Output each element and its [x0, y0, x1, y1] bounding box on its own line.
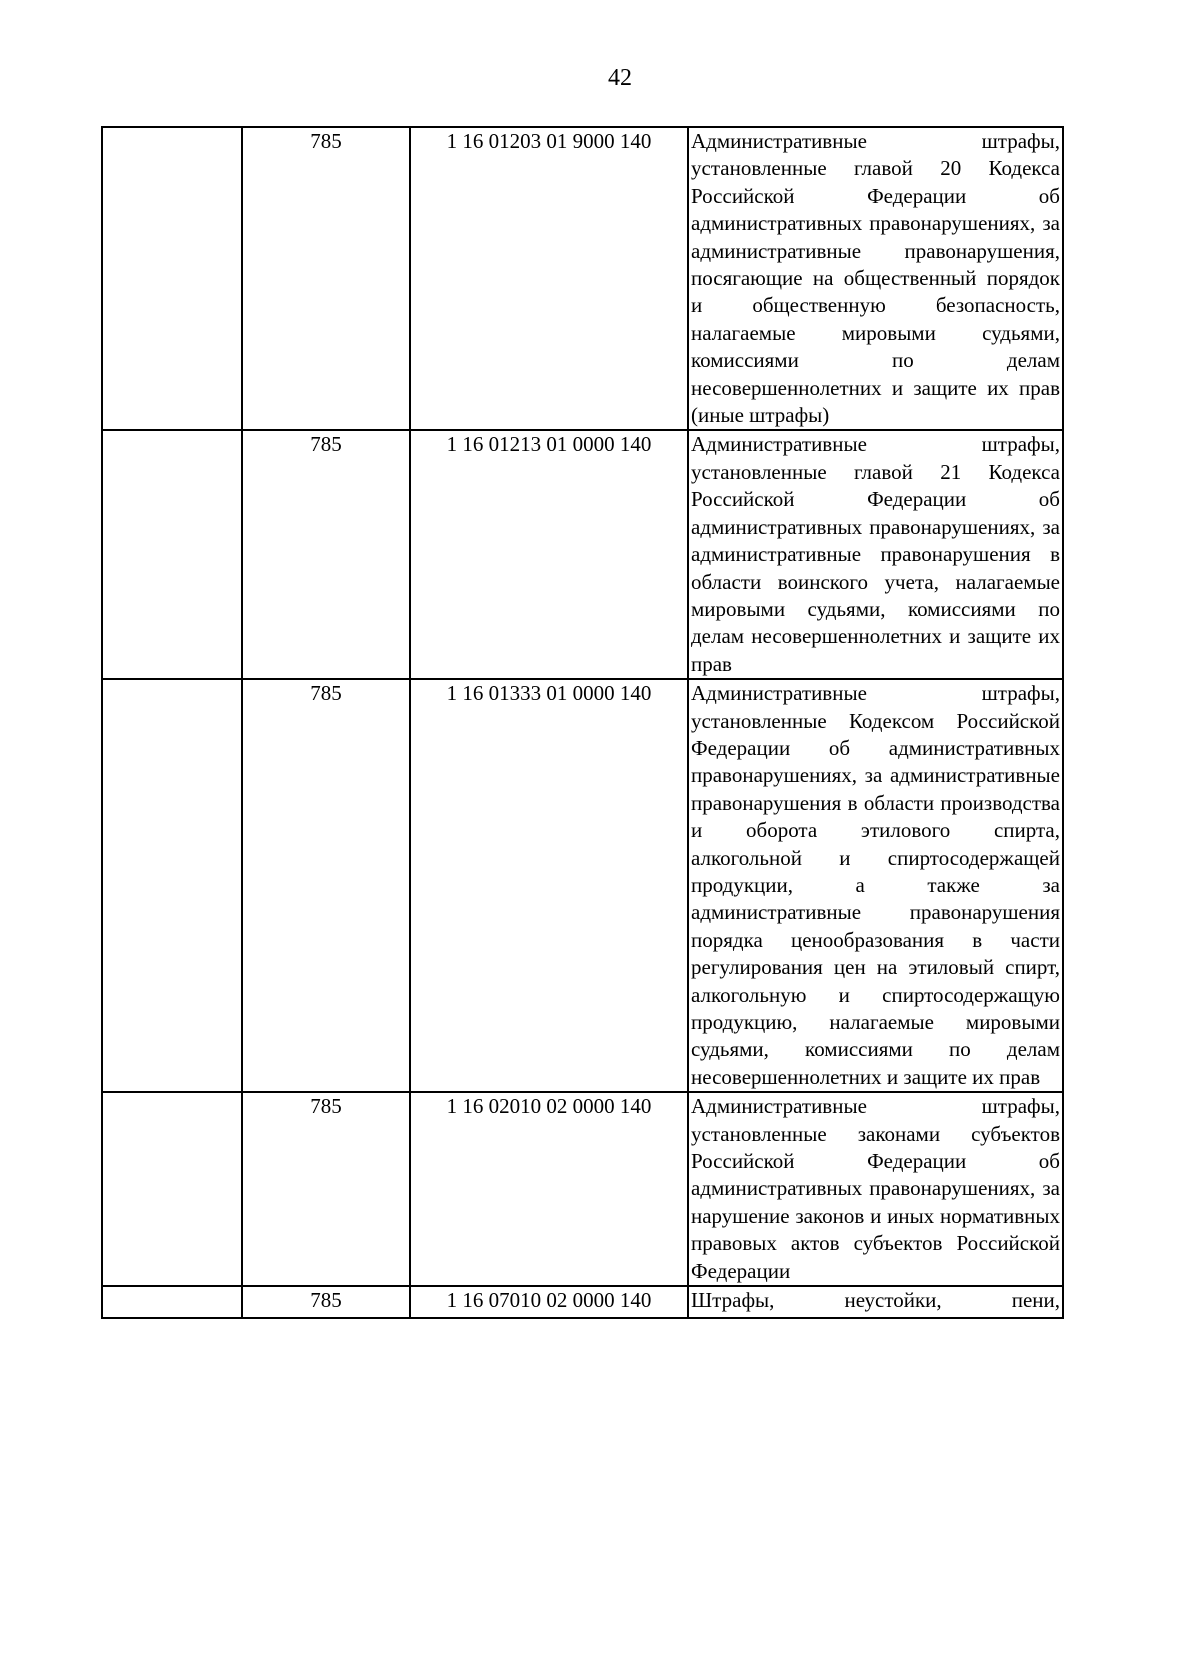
kbk-code-cell: 1 16 07010 02 0000 140: [410, 1286, 688, 1318]
kbk-code-cell: 1 16 01213 01 0000 140: [410, 430, 688, 679]
description-cell: [688, 127, 1063, 430]
empty-cell: [102, 679, 242, 1092]
description-cell: [688, 430, 1063, 679]
table-row: [102, 1092, 1063, 1286]
budget-codes-table: [101, 126, 1064, 1319]
description-cell: [688, 1286, 1063, 1318]
admin-code-cell: 785: [242, 1286, 410, 1318]
table-row: [102, 1286, 1063, 1318]
table-row: [102, 679, 1063, 1092]
empty-cell: [102, 430, 242, 679]
admin-code-cell: 785: [242, 127, 410, 430]
table-row: [102, 430, 1063, 679]
page-number: 42: [608, 65, 632, 91]
admin-code-cell: 785: [242, 430, 410, 679]
description-cell: [688, 679, 1063, 1092]
kbk-code-cell: 1 16 02010 02 0000 140: [410, 1092, 688, 1286]
table-row: [102, 127, 1063, 430]
kbk-code-cell: 1 16 01333 01 0000 140: [410, 679, 688, 1092]
kbk-code-cell: 1 16 01203 01 9000 140: [410, 127, 688, 430]
description-text: Административные штрафы, установленные законами субъектов Российской Федерации об административных правонарушениях, за нарушение законов и иных нормативных правовых актов субъектов Российской Федерации: [691, 1094, 1060, 1283]
description-text: Административные штрафы, установленные главой 21 Кодекса Российской Федерации об административных правонарушениях, за административные правонарушения в области воинского учета, налагаемые мировыми судьями, комиссиями по делам несовершеннолетних и защите их прав: [691, 432, 1060, 676]
empty-cell: [102, 127, 242, 430]
empty-cell: [102, 1092, 242, 1286]
description-text: Штрафы, неустойки, пени,: [691, 1288, 1060, 1313]
admin-code-cell: 785: [242, 1092, 410, 1286]
empty-cell: [102, 1286, 242, 1318]
description-cell: [688, 1092, 1063, 1286]
description-text: Административные штрафы, установленные главой 20 Кодекса Российской Федерации об административных правонарушениях, за административные правонарушения, посягающие на общественный порядок и общественную безопасность, налагаемые мировыми судьями, комиссиями по делам несовершеннолетних и защите их прав (иные штрафы): [691, 129, 1060, 428]
description-text: Административные штрафы, установленные Кодексом Российской Федерации об административных правонарушениях, за административные правонарушения в области производства и оборота этилового спирта, алкогольной и спиртосодержащей продукции, а также за административные правонарушения порядка ценообразования в части регулирования цен на этиловый спирт, алкогольную и спиртосодержащую продукцию, налагаемые мировыми судьями, комиссиями по делам несовершеннолетних и защите их прав: [691, 681, 1060, 1089]
admin-code-cell: 785: [242, 679, 410, 1092]
